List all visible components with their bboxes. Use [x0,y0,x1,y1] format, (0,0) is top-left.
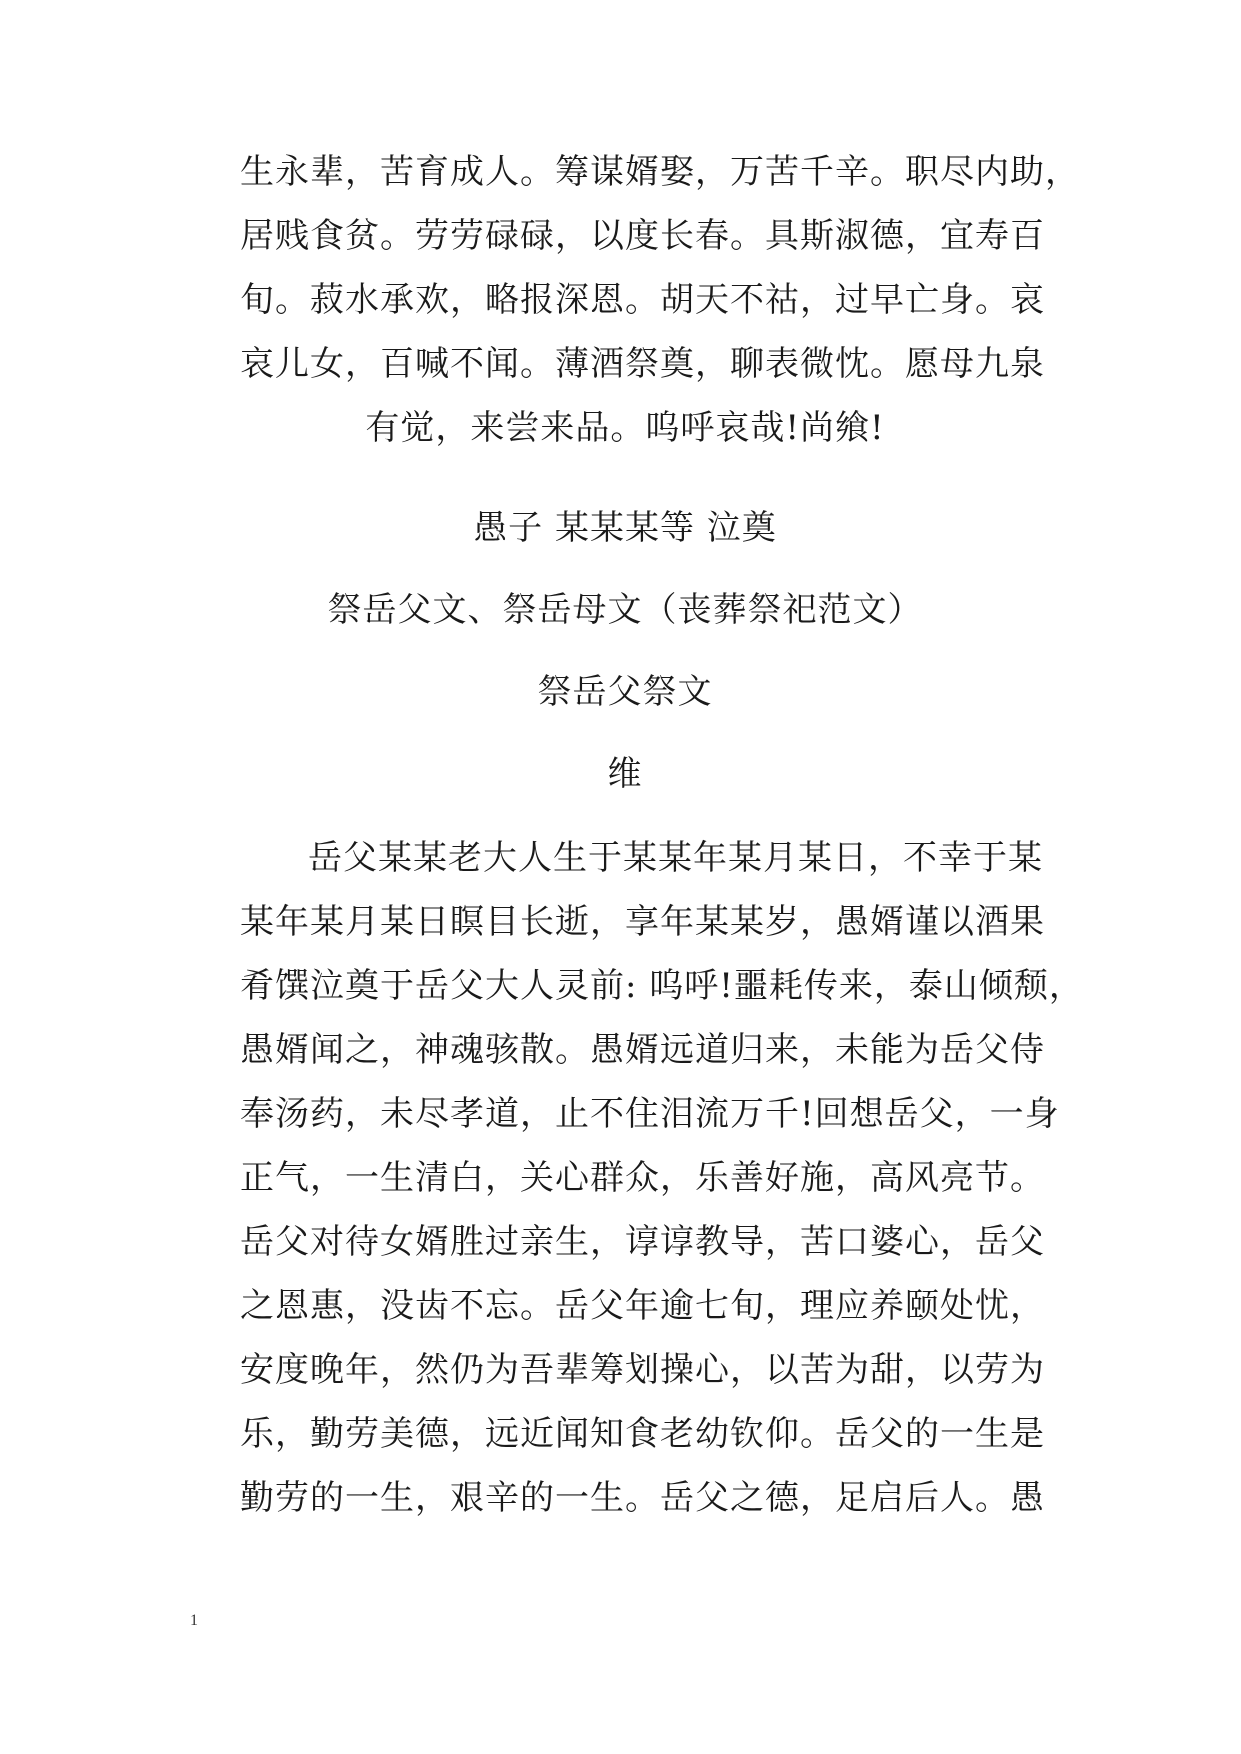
signature-line: 愚子 某某某等 泣奠 [473,508,777,548]
text-line: 勤劳的一生，艰辛的一生。岳父之德，足启后人。愚 [240,1478,1045,1518]
subtitle: 祭岳父祭文 [537,672,713,712]
text-line: 岳父对待女婿胜过亲生，谆谆教导，苦口婆心，岳父 [240,1222,1045,1262]
text-line: 生永辈，苦育成人。筹谋婿娶，万苦千辛。职尽内助， [240,152,1080,192]
text-line: 某年某月某日瞑目长逝，享年某某岁，愚婿谨以酒果 [240,902,1045,942]
top-paragraph [240,140,1080,460]
text-line: 有觉，来尝来品。呜呼哀哉!尚飨! [365,408,885,448]
text-line: 岳父某某老大人生于某某年某月某日，不幸于某 [308,838,1043,878]
main-paragraph [240,826,1084,1530]
text-line: 正气，一生清白，关心群众，乐善好施，高风亮节。 [240,1158,1045,1198]
text-line: 居贱食贫。劳劳碌碌，以度长春。具斯淑德，宜寿百 [240,216,1045,256]
text-line: 安度晚年，然仍为吾辈筹划操心，以苦为甜，以劳为 [240,1350,1045,1390]
wei-heading: 维 [607,754,643,794]
text-line: 愚婿闻之，神魂骇散。愚婿远道归来，未能为岳父侍 [240,1030,1045,1070]
text-line: 之恩惠，没齿不忘。岳父年逾七旬，理应养颐处忧， [240,1286,1045,1326]
text-line: 哀儿女，百喊不闻。薄酒祭奠，聊表微忱。愿母九泉 [240,344,1045,384]
text-line: 旬。菽水承欢，略报深恩。胡天不祜，过早亡身。哀 [240,280,1045,320]
text-line: 肴馔泣奠于岳父大人灵前: 呜呼!噩耗传来，泰山倾颓， [240,966,1084,1006]
text-line: 奉汤药，未尽孝道，止不住泪流万千!回想岳父，一身 [240,1094,1060,1134]
page-number: 1 [190,1612,198,1629]
section-title: 祭岳父文、祭岳母文（丧葬祭祀范文） [327,590,923,630]
text-line: 乐，勤劳美德，远近闻知食老幼钦仰。岳父的一生是 [240,1414,1045,1454]
